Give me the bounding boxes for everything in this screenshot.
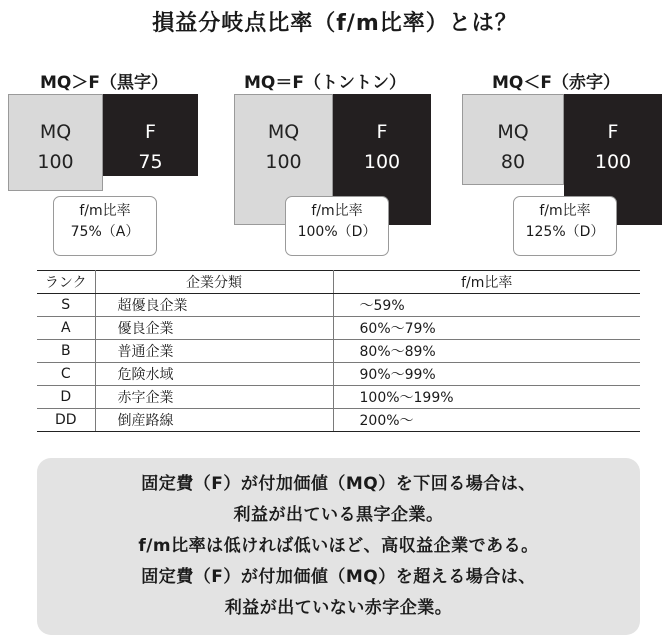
case-1-mq-label: MQ [39, 121, 72, 143]
table-row [37, 386, 640, 409]
case-1-f-label: F [145, 121, 156, 143]
rank-cell: A [37, 317, 95, 340]
case-2-mq-value: 100 [265, 151, 302, 173]
category-cell: 超優良企業 [95, 294, 333, 317]
summary-line-4: 固定費（F）が付加価値（MQ）を超える場合は、 [141, 567, 536, 587]
case-1-ratio-card [53, 196, 157, 256]
table-row [37, 317, 640, 340]
case-2-ratio-label: f/m比率 [311, 203, 363, 219]
summary-line-1: 固定費（F）が付加価値（MQ）を下回る場合は、 [141, 474, 536, 494]
case-1-mq-box [8, 94, 103, 191]
case-3-mq-label: MQ [497, 121, 529, 143]
case-2-title: MQ＝F（トントン） [244, 73, 406, 93]
case-2-ratio-value: 100%（D） [297, 224, 377, 240]
rank-cell: D [37, 386, 95, 409]
summary-line-2: 利益が出ている黒字企業。 [233, 505, 444, 525]
page-title: 損益分岐点比率（f/m比率）とは？ [152, 11, 518, 36]
case-1-f-value: 75 [138, 151, 163, 173]
case-3-f-value: 100 [594, 151, 632, 173]
case-2-f-label: F [376, 121, 388, 143]
category-cell: 倒産路線 [95, 409, 333, 432]
table-row [37, 363, 640, 386]
ratio-cell: 〜59% [333, 294, 640, 317]
case-3-ratio-label: f/m比率 [539, 203, 591, 219]
case-2-ratio-card [285, 196, 389, 256]
case-3-f-label: F [607, 121, 619, 143]
header-rank: ランク [37, 271, 95, 294]
header-category: 企業分類 [95, 271, 333, 294]
case-3-title: MQ＜F（赤字） [492, 73, 620, 93]
rank-cell: S [37, 294, 95, 317]
table-row [37, 409, 640, 432]
case-2-f-value: 100 [363, 151, 401, 173]
category-cell: 普通企業 [95, 340, 333, 363]
table-row [37, 340, 640, 363]
table-header-row [37, 271, 640, 294]
ratio-cell: 60%〜79% [333, 317, 640, 340]
category-cell: 危険水域 [95, 363, 333, 386]
case-3-mq-box [462, 94, 564, 185]
summary-box [37, 458, 640, 635]
rank-table [37, 270, 640, 432]
summary-line-3: f/m比率は低ければ低いほど、高収益企業である。 [138, 536, 539, 556]
case-1-title: MQ＞F（黒字） [40, 73, 168, 93]
case-3-ratio-value: 125%（D） [525, 224, 605, 240]
rank-cell: DD [37, 409, 95, 432]
case-3-ratio-card [513, 196, 617, 256]
ratio-cell: 80%〜89% [333, 340, 640, 363]
rank-cell: C [37, 363, 95, 386]
case-1-ratio-label: f/m比率 [79, 203, 131, 219]
summary-line-5: 利益が出ていない赤字企業。 [224, 598, 453, 618]
category-cell: 優良企業 [95, 317, 333, 340]
rank-cell: B [37, 340, 95, 363]
category-cell: 赤字企業 [95, 386, 333, 409]
case-1-ratio-value: 75%（A） [70, 224, 140, 240]
case-1-f-box [103, 94, 198, 176]
case-2-mq-label: MQ [267, 121, 300, 143]
ratio-cell: 100%〜199% [333, 386, 640, 409]
case-3-mq-value: 80 [500, 151, 526, 173]
ratio-cell: 200%〜 [333, 409, 640, 432]
case-1-mq-value: 100 [37, 151, 74, 173]
ratio-cell: 90%〜99% [333, 363, 640, 386]
table-row [37, 294, 640, 317]
header-ratio: f/m比率 [333, 271, 640, 294]
